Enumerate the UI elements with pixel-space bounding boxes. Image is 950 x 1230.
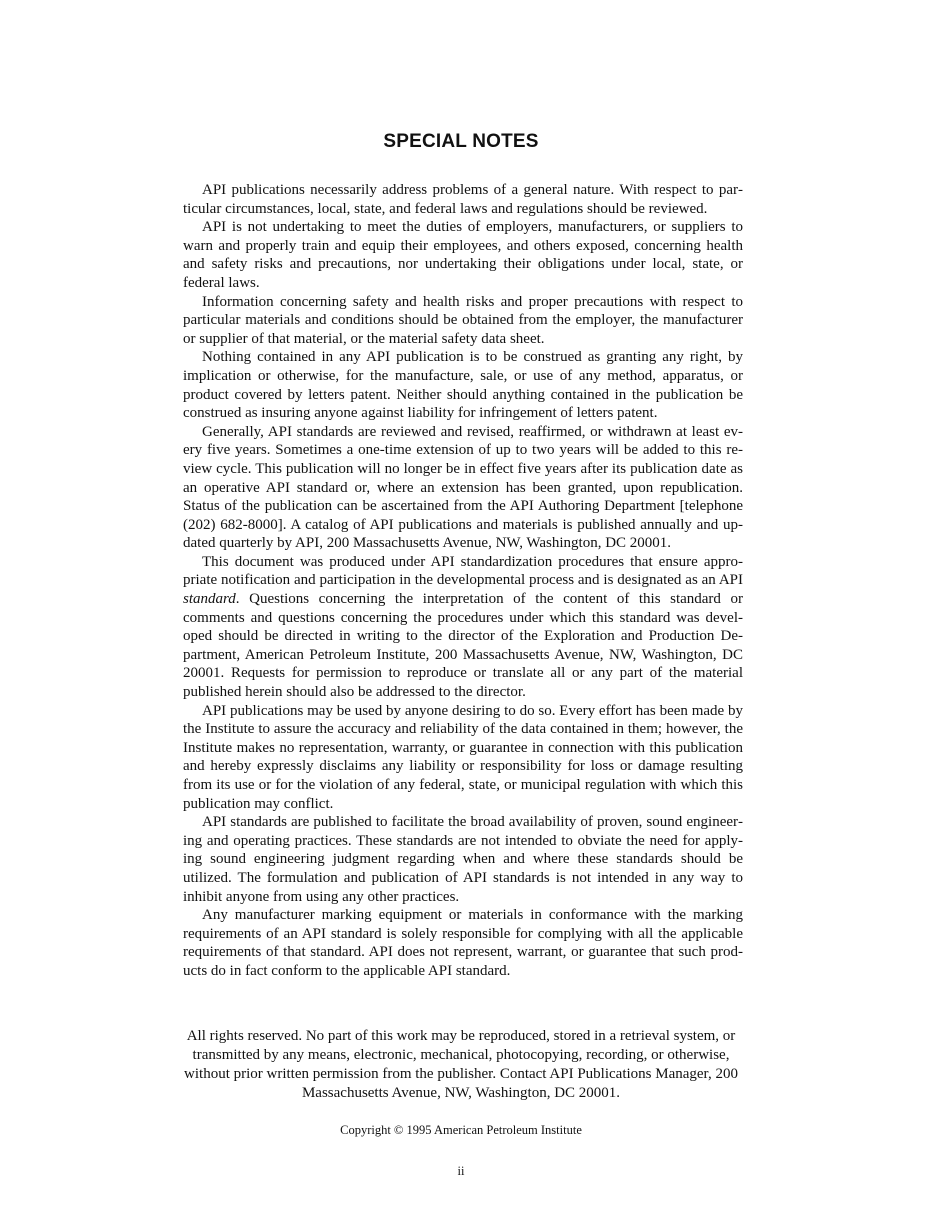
note-paragraph-manufacturer-marking: Any manufacturer marking equipment or materials in conformance with the marking requirements of an API standard is solely responsible for complying with all the applicable requirements of that standard. API does not represent, warrant, or guarantee that such products do in fact conform to the applicable API standard.	[183, 907, 743, 979]
standard-emphasis: standard	[183, 591, 236, 608]
note-paragraph-review-cycle: Generally, API standards are reviewed and revised, reaffirmed, or withdrawn at least every five years. Sometimes a one-time extension of up to two years will be added to this review cycle. This publication will no longer be in effect five years after its publication date as an operative API standard or, where an extension has been granted, upon republication. Status of the publication can be ascertained from the API Authoring Department [telephone (202) 682-8000]. A catalog of API publications and materials is published annually and updated quarterly by API, 200 Massachusetts Avenue, NW, Washington, DC 20001.	[183, 423, 743, 552]
standardization-text-before: This document was produced under API standardization procedures that ensure appropriate notification and participation in the developmental process and is designated as an API	[183, 553, 743, 589]
note-paragraph-safety-information: Information concerning safety and health risks and proper precautions with respect to particular materials and conditions should be obtained from the employer, the manufacturer or supplier of that material, or the material safety data sheet.	[183, 293, 743, 347]
note-paragraph-general-nature: API publications necessarily address problems of a general nature. With respect to particular circumstances, local, state, and federal laws and regulations should be reviewed.	[183, 182, 743, 217]
copyright-line: Copyright © 1995 American Petroleum Institute	[340, 1123, 582, 1137]
rights-notice: All rights reserved. No part of this work may be reproduced, stored in a retrieval system, or transmitted by any means, electronic, mechanical, photocopying, recording, or otherwise, without prior written permission from the publisher. Contact API Publications Manager, 200 Massachusetts Avenue, NW, Washington, DC 20001.	[184, 1028, 738, 1101]
note-paragraph-liability: API publications may be used by anyone desiring to do so. Every effort has been made by the Institute to assure the accuracy and reliability of the data contained in them; however, the Institute makes no representation, warranty, or guarantee in connection with this publication and hereby expressly disclaims any liability or responsibility for loss or damage resulting from its use or for the violation of any federal, state, or municipal regulation with which this publication may conflict.	[183, 702, 743, 812]
special-notes-body	[183, 181, 743, 981]
page-title: SPECIAL NOTES	[383, 131, 539, 152]
note-paragraph-standardization	[183, 553, 743, 702]
note-paragraph-engineering-practices: API standards are published to facilitate the broad availability of proven, sound engineering and operating practices. These standards are not intended to obviate the need for applying sound engineering judgment regarding when and where these standards should be utilized. The formulation and publication of API standards is not intended in any way to inhibit anyone from using any other practices.	[183, 814, 743, 905]
note-paragraph-duties: API is not undertaking to meet the duties of employers, manufacturers, or suppliers to warn and properly train and equip their employees, and others exposed, concerning health and safety risks and precautions, nor undertaking their obligations under local, state, or federal laws.	[183, 219, 743, 291]
note-paragraph-patent: Nothing contained in any API publication is to be construed as granting any right, by implication or otherwise, for the manufacture, sale, or use of any method, apparatus, or product covered by letters patent. Neither should anything contained in the publication be construed as insuring anyone against liability for infringement of letters patent.	[183, 349, 743, 422]
standardization-text-after: . Questions concerning the interpretation of the content of this standard or comments and questions concerning the procedures under which this standard was developed should be directed in writing to the director of the Exploration and Production Department, American Petroleum Institute, 200 Massachusetts Avenue, NW, Washington, DC 20001. Requests for permission to reproduce or translate all or any part of the material published herein should also be addressed to the director.	[183, 591, 743, 701]
page-number: ii	[457, 1164, 465, 1178]
